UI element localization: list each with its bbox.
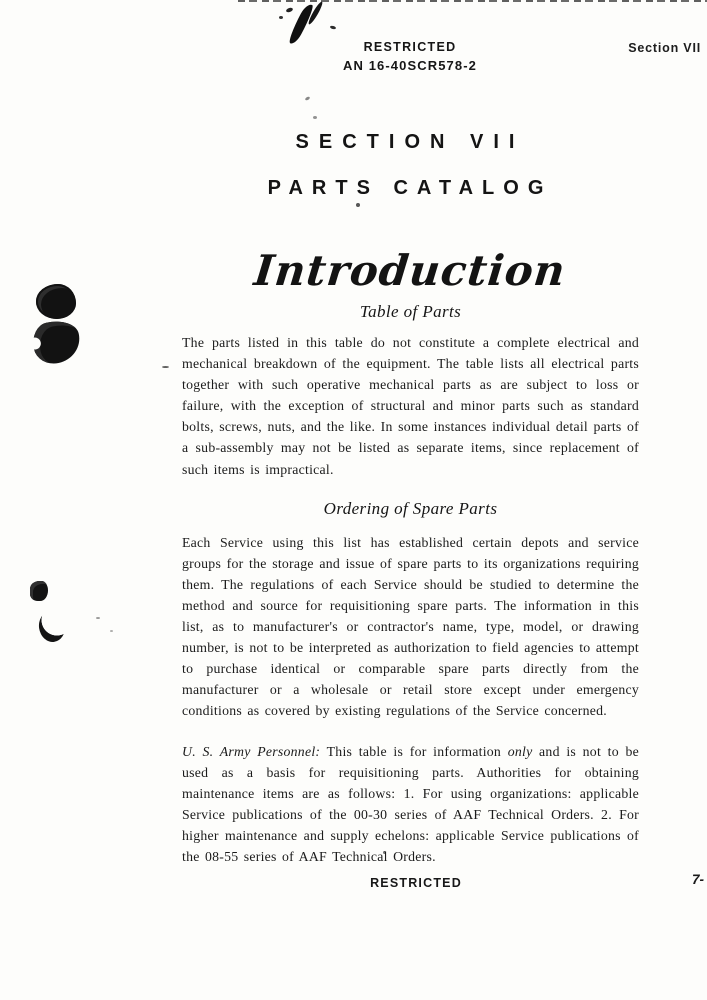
ordering-heading: Ordering of Spare Parts xyxy=(323,498,498,518)
footer-restricted-label: RESTRICTED xyxy=(370,876,462,890)
ink-speck xyxy=(110,630,113,632)
footer-page-number: 7- xyxy=(691,872,704,887)
body-column xyxy=(182,302,639,867)
army-personnel-text: This table is for information xyxy=(320,743,508,759)
ink-blot xyxy=(30,581,48,601)
ink-blot xyxy=(36,284,76,319)
table-of-parts-heading: Table of Parts xyxy=(359,302,462,321)
header-section-label: Section VII xyxy=(628,41,701,55)
introduction-title: Introduction xyxy=(251,246,569,295)
ink-blot xyxy=(29,317,84,368)
ink-speck xyxy=(305,96,311,101)
ink-speck xyxy=(279,16,283,19)
scan-edge-artifact xyxy=(238,0,707,2)
ink-speck xyxy=(313,116,317,119)
ink-speck xyxy=(162,366,169,368)
army-personnel-paragraph xyxy=(182,741,639,868)
catalog-title: PARTS CATALOG xyxy=(267,177,553,199)
ink-speck xyxy=(356,203,360,207)
ink-speck xyxy=(330,25,337,29)
ink-speck xyxy=(286,7,294,13)
army-personnel-lead: U. S. Army Personnel: xyxy=(182,743,321,759)
army-personnel-italic-word: only xyxy=(507,743,533,759)
ink-speck xyxy=(96,617,100,619)
ink-blot-crescent xyxy=(37,609,67,643)
army-personnel-text: and is not to be used as a basis for requisitioning parts. Authorities for obtaining maintenance items are as follows: 1. For using organizations: applicable Service publications of the 00-30 series of AAF Technical Orders. 2. For higher maintenance and supply echelons: applicable Service publications of the 08-55 series of AAF Technical Orders. xyxy=(182,743,639,864)
table-of-parts-paragraph: The parts listed in this table do not constitute a complete electrical and mechanical breakdown of the equipment. The table lists all electrical parts together with such operative mechanical parts as are subject to loss or failure, with the exception of structural and minor parts such as standard bolts, screws, nuts, and the like. In some instances individual detail parts of a sub-assembly may not be listed as separate items, since replacement of such items is impractical. xyxy=(182,335,639,477)
header-restricted-label: RESTRICTED xyxy=(363,40,457,54)
ordering-paragraph: Each Service using this list has established certain depots and service groups for the storage and issue of spare parts to its organizations requiring them. The regulations of each Service should be studied to determine the method and source for requisitioning spare parts. The information in this list, as to manufacturer's or contractor's name, type, model, or drawing number, is not to be interpreted as authorization to field agencies to attempt to purchase identical or comparable spare parts directly from the manufacturer or a wholesale or retail store except under emergency conditions as covered by existing regulations of the Service concerned. xyxy=(182,534,639,719)
header-document-number: AN 16-40SCR578-2 xyxy=(343,58,477,73)
section-title: SECTION VII xyxy=(295,131,525,153)
